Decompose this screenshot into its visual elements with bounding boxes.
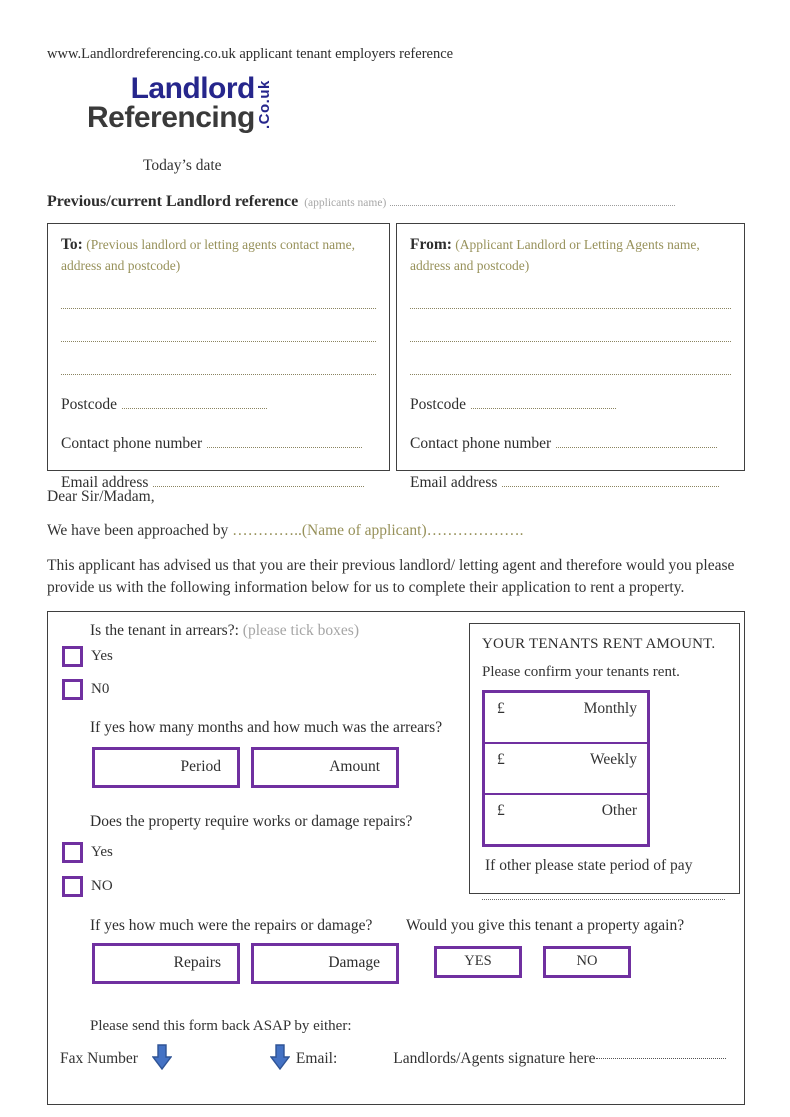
again-question: Would you give this tenant a property again? <box>406 916 685 934</box>
reference-title: Previous/current Landlord reference <box>47 193 299 210</box>
from-postcode-row <box>410 396 731 414</box>
to-postcode-row <box>61 396 376 414</box>
page-header-line: www.Landlordreferencing.co.uk applicant tenant employers reference <box>47 46 454 62</box>
logo-word-landlord: Landlord <box>130 72 255 105</box>
from-phone-fill-line[interactable] <box>556 447 717 448</box>
works-yes-checkbox[interactable] <box>62 842 83 863</box>
rent-weekly-label: Weekly <box>590 750 637 768</box>
arrears-yes-row <box>62 646 113 667</box>
to-phone-fill-line[interactable] <box>207 447 362 448</box>
to-address-line-2[interactable] <box>61 341 376 342</box>
from-address-line-1[interactable] <box>410 308 731 309</box>
fax-down-arrow-icon <box>152 1044 172 1075</box>
rent-panel-subtitle: Please confirm your tenants rent. <box>482 663 680 680</box>
rent-row-other[interactable] <box>485 793 647 844</box>
to-from-boxes <box>47 223 745 492</box>
to-postcode-label: Postcode <box>61 396 117 414</box>
works-no-checkbox[interactable] <box>62 876 83 897</box>
currency-symbol: £ <box>497 801 505 819</box>
landlord-referencing-logo <box>87 72 277 135</box>
to-phone-label: Contact phone number <box>61 435 203 453</box>
from-hint: (Applicant Landlord or Letting Agents name, address and postcode) <box>410 237 700 274</box>
from-phone-label: Contact phone number <box>410 435 552 453</box>
damage-label: Damage <box>328 954 380 972</box>
works-question: Does the property require works or damage repairs? <box>90 812 413 830</box>
logo-word-referencing: Referencing <box>87 100 255 134</box>
works-yes-row <box>62 842 113 863</box>
currency-symbol: £ <box>497 750 505 768</box>
again-yes-box[interactable] <box>434 946 522 978</box>
from-postcode-fill-line[interactable] <box>471 408 616 409</box>
from-email-label: Email address <box>410 474 498 492</box>
todays-date-label: Today’s date <box>143 157 222 174</box>
rent-row-monthly[interactable] <box>485 693 647 742</box>
amount-label: Amount <box>329 758 380 776</box>
rent-other-note: If other please state period of pay <box>485 856 693 874</box>
works-no-label: NO <box>91 877 113 894</box>
applicant-name-fill-line[interactable] <box>390 205 675 206</box>
arrears-no-label: N0 <box>91 680 110 697</box>
rent-amount-panel <box>469 623 740 894</box>
email-label: Email: <box>295 1050 338 1068</box>
applicant-name-placeholder: (Name of applicant) <box>301 522 427 539</box>
from-label: From: <box>410 236 452 253</box>
repairs-label: Repairs <box>173 954 221 972</box>
letter-body: This applicant has advised us that you are their previous landlord/ letting agent and therefore would you please provide us with the following information below for us to complete their application to rent a property. <box>47 557 735 597</box>
rent-row-weekly[interactable] <box>485 742 647 793</box>
arrears-question: Is the tenant in arrears?: (please tick boxes) <box>90 621 359 639</box>
rent-monthly-label: Monthly <box>583 699 637 717</box>
email-down-arrow-icon <box>270 1044 290 1075</box>
logo-couk-vertical: .Co.uk <box>255 80 273 130</box>
tick-boxes-hint: (please tick boxes) <box>242 621 359 639</box>
to-address-line-3[interactable] <box>61 374 376 375</box>
approached-line <box>47 522 745 540</box>
to-postcode-fill-line[interactable] <box>122 408 267 409</box>
repairs-box[interactable] <box>92 943 240 984</box>
arrears-period-box[interactable] <box>92 747 240 788</box>
to-box <box>47 223 390 492</box>
signature-fill-line[interactable] <box>596 1058 726 1059</box>
arrears-no-checkbox[interactable] <box>62 679 83 700</box>
to-label: To: <box>61 236 83 253</box>
reference-hint: (applicants name) <box>304 197 387 209</box>
period-label: Period <box>180 758 221 776</box>
works-yes-label: Yes <box>91 843 113 860</box>
send-back-note: Please send this form back ASAP by either: <box>90 1017 352 1034</box>
rent-table <box>482 690 650 847</box>
to-email-fill-line[interactable] <box>153 486 364 487</box>
again-yes-label: YES <box>464 953 492 970</box>
salutation: Dear Sir/Madam, <box>47 488 155 505</box>
arrears-no-row <box>62 679 109 700</box>
approached-dots-after: ………………. <box>426 522 524 539</box>
repairs-question: If yes how much were the repairs or damage? <box>90 916 373 934</box>
arrears-yes-checkbox[interactable] <box>62 646 83 667</box>
from-address-line-3[interactable] <box>410 374 731 375</box>
to-phone-row <box>61 435 376 453</box>
from-postcode-label: Postcode <box>410 396 466 414</box>
from-phone-row <box>410 435 731 453</box>
arrears-yes-label: Yes <box>91 647 113 664</box>
questionnaire-box <box>47 611 745 1105</box>
signature-label: Landlords/Agents signature here <box>393 1050 596 1068</box>
damage-box[interactable] <box>251 943 399 984</box>
fax-label: Fax Number <box>60 1050 138 1068</box>
rent-other-label: Other <box>601 801 637 819</box>
from-email-fill-line[interactable] <box>502 486 719 487</box>
to-hint: (Previous landlord or letting agents contact name, address and postcode) <box>61 237 356 274</box>
to-address-line-1[interactable] <box>61 308 376 309</box>
arrears-months-question: If yes how many months and how much was the arrears? <box>90 718 443 736</box>
reference-title-line <box>47 193 745 211</box>
approached-prefix: We have been approached by <box>47 522 233 539</box>
again-no-label: NO <box>576 953 598 970</box>
arrears-amount-box[interactable] <box>251 747 399 788</box>
to-box-heading <box>61 234 376 276</box>
rent-other-fill-line[interactable] <box>482 899 725 900</box>
rent-panel-title: YOUR TENANTS RENT AMOUNT. <box>482 635 716 652</box>
again-no-box[interactable] <box>543 946 631 978</box>
currency-symbol: £ <box>497 699 505 717</box>
return-options-row <box>60 1044 736 1075</box>
approached-dots-before: ………….. <box>232 522 302 539</box>
to-email-label: Email address <box>61 474 149 492</box>
from-box <box>396 223 745 492</box>
from-address-line-2[interactable] <box>410 341 731 342</box>
from-box-heading <box>410 234 731 276</box>
logo-wordmark <box>87 72 255 134</box>
from-email-row <box>410 474 731 492</box>
works-no-row <box>62 876 113 897</box>
